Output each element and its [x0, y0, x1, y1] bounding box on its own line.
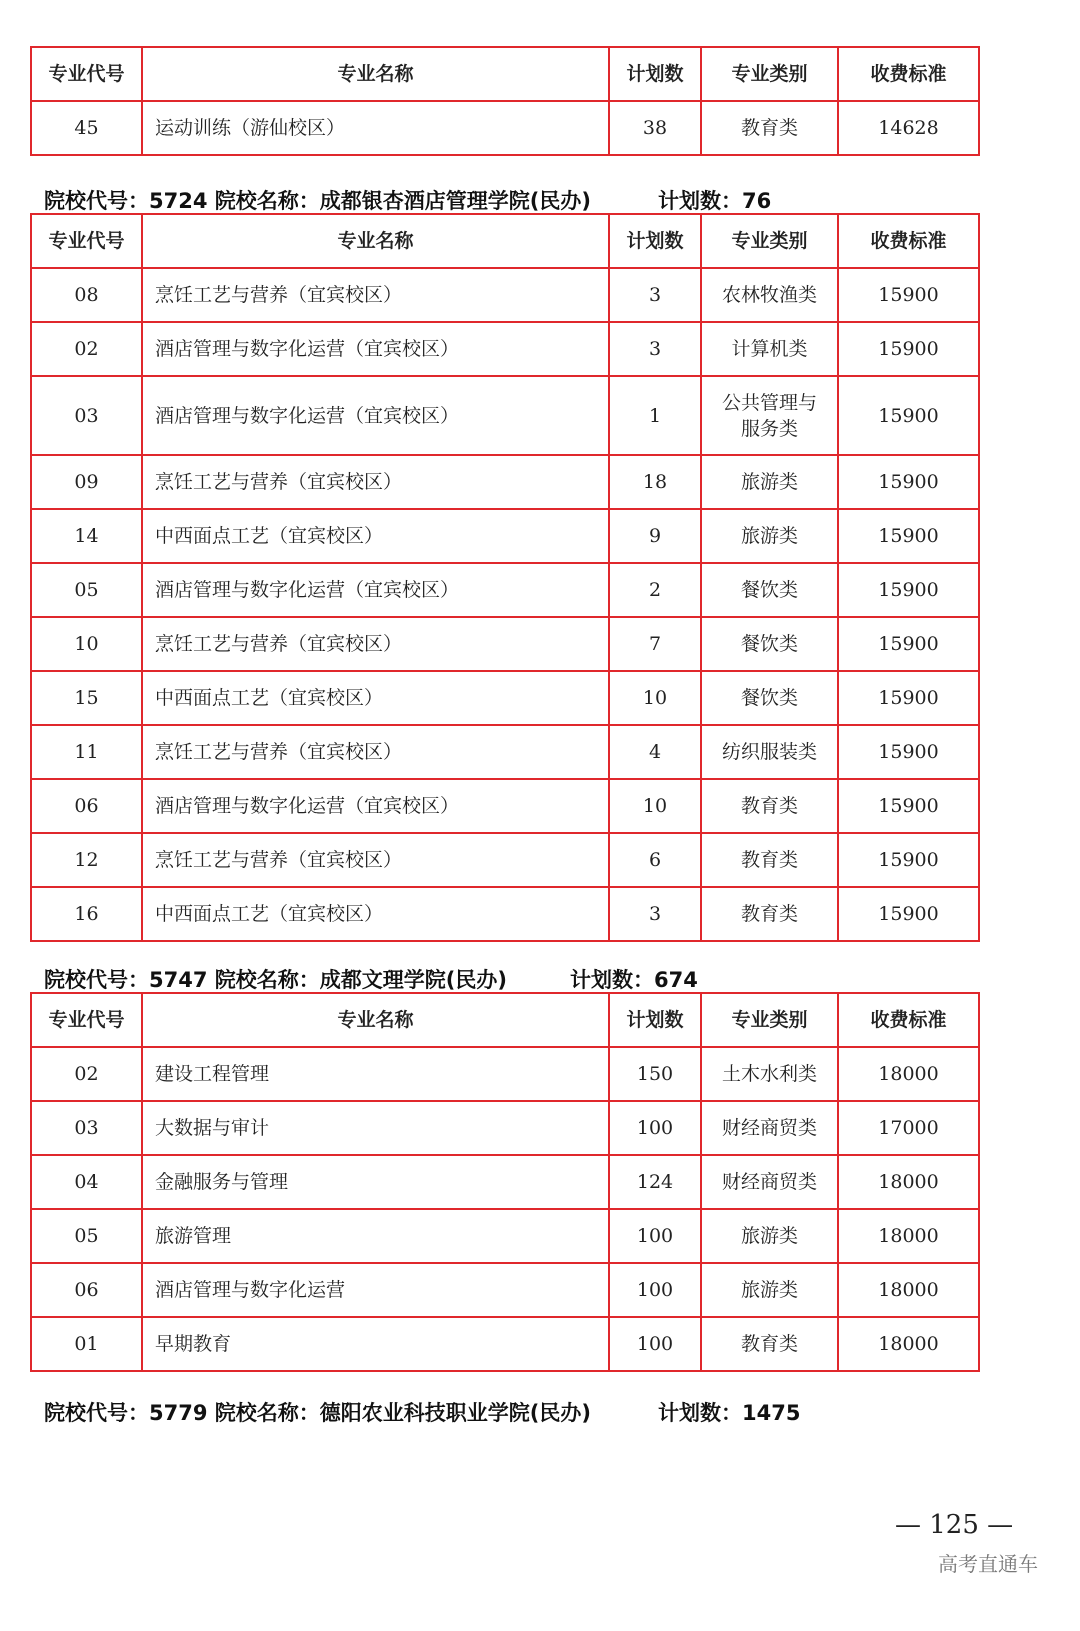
plan-count-cell: 10	[609, 671, 701, 725]
school-plan-count: 计划数：1475	[658, 1401, 801, 1425]
major-category-cell: 旅游类	[701, 1263, 838, 1317]
header-major-code: 专业代号	[31, 993, 142, 1047]
plan-count-cell: 6	[609, 833, 701, 887]
plan-count-cell: 2	[609, 563, 701, 617]
table-row	[31, 725, 979, 779]
header-fee-standard: 收费标准	[838, 214, 979, 268]
plan-count-cell: 100	[609, 1317, 701, 1371]
fee-cell: 18000	[838, 1155, 979, 1209]
major-code-cell: 14	[31, 509, 142, 563]
plan-count-cell: 3	[609, 268, 701, 322]
school-info-5724	[44, 185, 772, 215]
table-row	[31, 1101, 979, 1155]
major-code-cell: 01	[31, 1317, 142, 1371]
school-line: 院校代号：5779 院校名称：德阳农业科技职业学院(民办)	[44, 1401, 591, 1425]
major-name-cell: 早期教育	[142, 1317, 609, 1371]
major-name-cell: 大数据与审计	[142, 1101, 609, 1155]
table-row	[31, 509, 979, 563]
table-row	[31, 1047, 979, 1101]
major-code-cell: 03	[31, 1101, 142, 1155]
major-category-cell: 餐饮类	[701, 617, 838, 671]
major-code-cell: 10	[31, 617, 142, 671]
category-line-1: 公共管理与	[721, 391, 817, 414]
table-row	[31, 617, 979, 671]
major-category-cell: 教育类	[701, 887, 838, 941]
major-name-cell: 烹饪工艺与营养（宜宾校区）	[142, 725, 609, 779]
table-body	[31, 268, 979, 941]
fee-cell: 18000	[838, 1263, 979, 1317]
plan-count-cell: 38	[609, 101, 701, 155]
school-line: 院校代号：5724 院校名称：成都银杏酒店管理学院(民办)	[44, 189, 591, 213]
table-header-row	[31, 993, 979, 1047]
plan-count-cell: 100	[609, 1209, 701, 1263]
major-category-cell: 纺织服装类	[701, 725, 838, 779]
table-row	[31, 455, 979, 509]
major-code-cell: 05	[31, 563, 142, 617]
table-row	[31, 1209, 979, 1263]
fee-cell: 15900	[838, 779, 979, 833]
table-body	[31, 101, 979, 155]
table-row	[31, 376, 979, 455]
plan-count-cell: 3	[609, 322, 701, 376]
major-code-cell: 04	[31, 1155, 142, 1209]
table-body	[31, 1047, 979, 1371]
major-category-cell: 财经商贸类	[701, 1101, 838, 1155]
major-name-cell: 旅游管理	[142, 1209, 609, 1263]
major-code-cell: 12	[31, 833, 142, 887]
major-category-cell: 财经商贸类	[701, 1155, 838, 1209]
plan-count-cell: 7	[609, 617, 701, 671]
fee-cell: 14628	[838, 101, 979, 155]
major-name-cell: 酒店管理与数字化运营（宜宾校区）	[142, 322, 609, 376]
major-code-cell: 11	[31, 725, 142, 779]
header-plan-count: 计划数	[609, 47, 701, 101]
table-row	[31, 833, 979, 887]
table-row	[31, 322, 979, 376]
major-category-cell: 餐饮类	[701, 671, 838, 725]
plan-count-cell: 100	[609, 1101, 701, 1155]
header-major-code: 专业代号	[31, 47, 142, 101]
major-code-cell: 15	[31, 671, 142, 725]
watermark-text: 高考直通车	[938, 1552, 1038, 1576]
page-number: — 125 —	[895, 1510, 1014, 1540]
header-major-category: 专业类别	[701, 214, 838, 268]
header-major-name: 专业名称	[142, 993, 609, 1047]
table-row	[31, 563, 979, 617]
major-name-cell: 金融服务与管理	[142, 1155, 609, 1209]
major-name-cell: 酒店管理与数字化运营（宜宾校区）	[142, 376, 609, 455]
fee-cell: 15900	[838, 671, 979, 725]
major-category-cell: 教育类	[701, 101, 838, 155]
plan-count-cell: 124	[609, 1155, 701, 1209]
fee-cell: 15900	[838, 887, 979, 941]
major-name-cell: 中西面点工艺（宜宾校区）	[142, 671, 609, 725]
table-header-row	[31, 214, 979, 268]
table-row	[31, 887, 979, 941]
header-major-name: 专业名称	[142, 214, 609, 268]
fee-cell: 15900	[838, 617, 979, 671]
fee-cell: 15900	[838, 322, 979, 376]
school-info-5747	[44, 964, 698, 994]
major-category-cell: 旅游类	[701, 1209, 838, 1263]
fee-cell: 15900	[838, 833, 979, 887]
table-row	[31, 671, 979, 725]
major-code-cell: 05	[31, 1209, 142, 1263]
table-row	[31, 101, 979, 155]
admissions-table-2	[30, 213, 980, 942]
major-code-cell: 08	[31, 268, 142, 322]
major-name-cell: 中西面点工艺（宜宾校区）	[142, 887, 609, 941]
major-category-cell: 旅游类	[701, 455, 838, 509]
admissions-table-1	[30, 46, 980, 156]
admissions-table-3	[30, 992, 980, 1372]
header-major-category: 专业类别	[701, 993, 838, 1047]
plan-count-cell: 18	[609, 455, 701, 509]
table-row	[31, 1317, 979, 1371]
table-row	[31, 779, 979, 833]
plan-count-cell: 4	[609, 725, 701, 779]
header-plan-count: 计划数	[609, 993, 701, 1047]
major-code-cell: 45	[31, 101, 142, 155]
plan-count-cell: 3	[609, 887, 701, 941]
school-info-5779	[44, 1397, 801, 1427]
table-row	[31, 268, 979, 322]
fee-cell: 15900	[838, 563, 979, 617]
major-category-cell: 教育类	[701, 1317, 838, 1371]
major-name-cell: 烹饪工艺与营养（宜宾校区）	[142, 268, 609, 322]
major-code-cell: 02	[31, 1047, 142, 1101]
table-row	[31, 1263, 979, 1317]
major-code-cell: 06	[31, 779, 142, 833]
category-line-2: 服务类	[740, 417, 798, 440]
major-category-cell: 计算机类	[701, 322, 838, 376]
header-major-category: 专业类别	[701, 47, 838, 101]
major-code-cell: 03	[31, 376, 142, 455]
major-category-cell: 教育类	[701, 779, 838, 833]
major-name-cell: 酒店管理与数字化运营（宜宾校区）	[142, 779, 609, 833]
school-line: 院校代号：5747 院校名称：成都文理学院(民办)	[44, 968, 507, 992]
major-code-cell: 02	[31, 322, 142, 376]
major-category-cell: 教育类	[701, 833, 838, 887]
major-code-cell: 09	[31, 455, 142, 509]
major-name-cell: 中西面点工艺（宜宾校区）	[142, 509, 609, 563]
major-name-cell: 酒店管理与数字化运营	[142, 1263, 609, 1317]
header-major-code: 专业代号	[31, 214, 142, 268]
header-fee-standard: 收费标准	[838, 47, 979, 101]
header-plan-count: 计划数	[609, 214, 701, 268]
major-name-cell: 烹饪工艺与营养（宜宾校区）	[142, 833, 609, 887]
major-name-cell: 建设工程管理	[142, 1047, 609, 1101]
fee-cell: 17000	[838, 1101, 979, 1155]
major-name-cell: 烹饪工艺与营养（宜宾校区）	[142, 455, 609, 509]
plan-count-cell: 150	[609, 1047, 701, 1101]
fee-cell: 18000	[838, 1317, 979, 1371]
header-major-name: 专业名称	[142, 47, 609, 101]
table-row	[31, 1155, 979, 1209]
school-plan-count: 计划数：76	[658, 189, 772, 213]
major-code-cell: 16	[31, 887, 142, 941]
fee-cell: 15900	[838, 725, 979, 779]
major-category-cell: 餐饮类	[701, 563, 838, 617]
fee-cell: 15900	[838, 376, 979, 455]
major-category-cell: 旅游类	[701, 509, 838, 563]
major-category-cell: 农林牧渔类	[701, 268, 838, 322]
plan-count-cell: 9	[609, 509, 701, 563]
fee-cell: 15900	[838, 268, 979, 322]
table-header-row	[31, 47, 979, 101]
plan-count-cell: 1	[609, 376, 701, 455]
fee-cell: 15900	[838, 509, 979, 563]
major-category-cell	[701, 376, 838, 455]
fee-cell: 18000	[838, 1047, 979, 1101]
major-name-cell: 酒店管理与数字化运营（宜宾校区）	[142, 563, 609, 617]
fee-cell: 15900	[838, 455, 979, 509]
fee-cell: 18000	[838, 1209, 979, 1263]
header-fee-standard: 收费标准	[838, 993, 979, 1047]
major-name-cell: 运动训练（游仙校区）	[142, 101, 609, 155]
major-category-cell: 土木水利类	[701, 1047, 838, 1101]
major-code-cell: 06	[31, 1263, 142, 1317]
plan-count-cell: 100	[609, 1263, 701, 1317]
school-plan-count: 计划数：674	[570, 968, 698, 992]
major-name-cell: 烹饪工艺与营养（宜宾校区）	[142, 617, 609, 671]
plan-count-cell: 10	[609, 779, 701, 833]
